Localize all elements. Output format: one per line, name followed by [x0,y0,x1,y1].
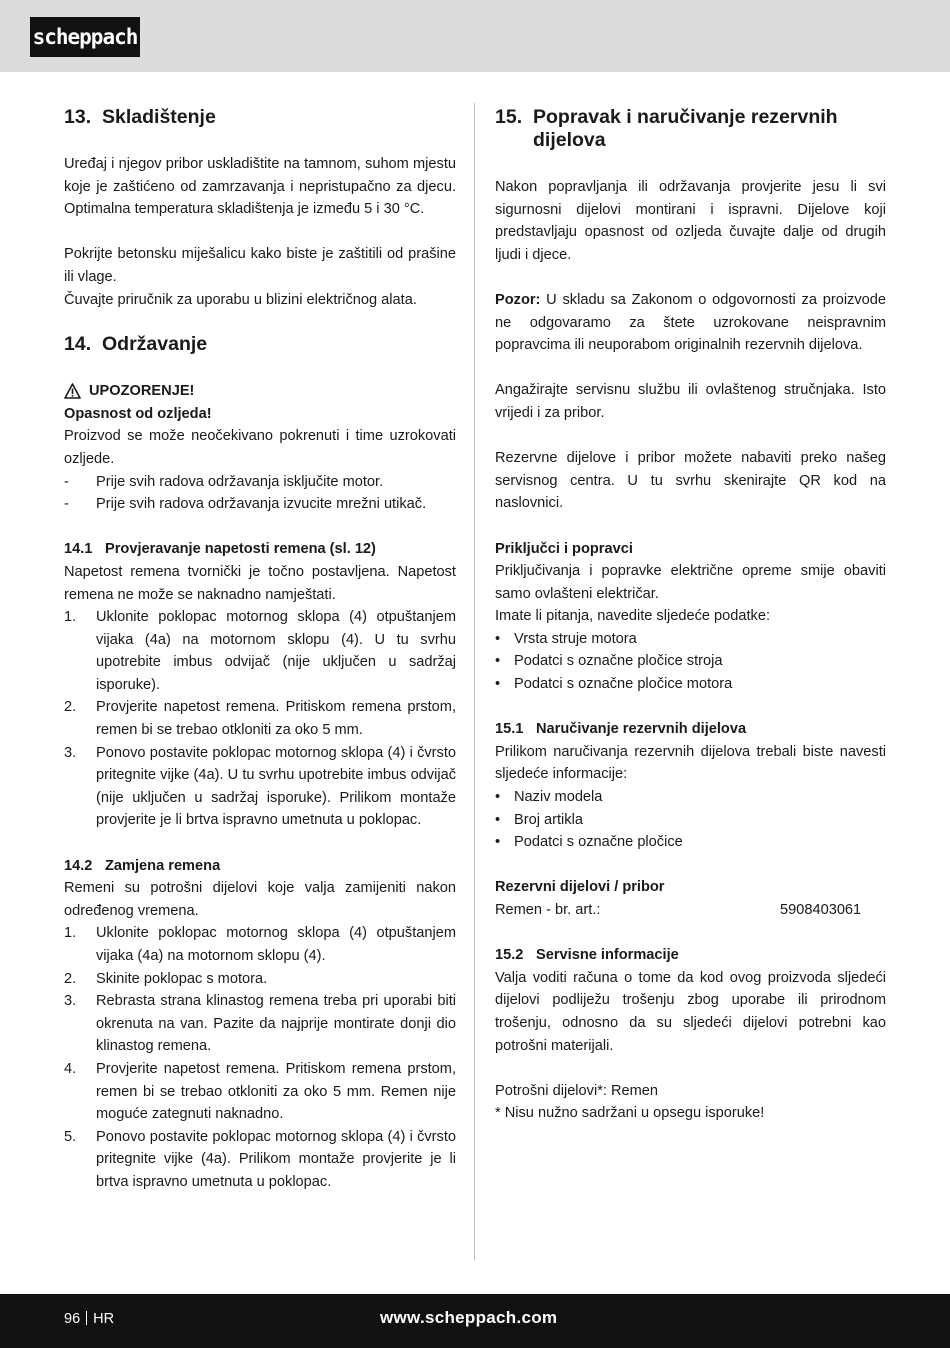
belt-replace-steps [64,922,456,1193]
section-13-title: Skladištenje [102,106,216,128]
list-item: 1. Uklonite poklopac motornog sklopa (4) otpuštanjem vijaka (4a) na motornom sklopu (4). [64,925,456,964]
list-item: • Podatci s označne pločice motora [495,676,733,693]
caution-label: Pozor: [495,291,541,308]
section-14-title: Održavanje [102,333,208,356]
order-parts-bullets [495,786,886,854]
section-15-title: Popravak i naručivanje rezervnih dijelova [533,106,838,151]
list-item: - Prije svih radova održavanja izvucite mrežni utikač. [64,496,427,513]
list-item: • Naziv modela [495,789,603,806]
danger-label: Opasnost od ozljeda! [64,405,212,422]
wear-parts-note: * Nisu nužno sadržani u opsegu isporuke! [495,1105,765,1122]
maintenance-description: Proizvod se može neočekivano pokrenuti i time uzrokovati ozljede. [64,428,456,467]
footer-bar [0,1294,950,1348]
section-14-1-number: 14.1 [64,541,93,558]
warning-label: UPOZORENJE! [89,383,195,400]
belt-tension-intro: Napetost remena tvornički je točno postavljena. Napetost remena ne može se naknadno namještati. [64,563,456,603]
page-indicator [64,1311,114,1327]
list-item: • Podatci s označne pločice [495,834,683,851]
order-parts-intro: Prilikom naručivanja rezervnih dijelova trebali biste navesti sljedeće informacije: [495,743,886,783]
list-item: • Broj artikla [495,811,583,828]
connections-bullets [495,628,886,696]
storage-paragraph-3: Čuvajte priručnik za uporabu u blizini električnog alata. [64,291,417,308]
caution-text: U skladu sa Zakonom o odgovornosti za proizvode ne odgovaramo za štete uzrokovane neispravnim popravcima ili neuporabom originalnih rezervnih dijelova. [495,291,886,354]
section-14-1-title: Provjeravanje napetosti remena (sl. 12) [105,541,376,558]
storage-paragraph-2: Pokrijte betonsku miješalicu kako biste je zaštitili od prašine ili vlage. [64,246,456,285]
repair-paragraph-4: Rezervne dijelove i pribor možete nabaviti preko našeg servisnog centra. U tu svrhu skenirajte QR kod na naslovnici. [495,450,886,512]
section-15-number: 15. [495,106,523,128]
list-item: 4. Provjerite napetost remena. Pritiskom remena prstom, remen bi se trebao otkloniti za oko 5 mm. Remen nije moguće zategnuti naknadno. [64,1060,456,1123]
section-14-2-title: Zamjena remena [105,857,221,874]
section-14-1-heading [64,538,456,561]
spare-parts-title: Rezervni dijelovi / pribor [495,879,665,896]
section-14-heading [64,333,456,356]
section-15-2-title: Servisne informacije [536,947,679,964]
header-bar [0,0,950,72]
belt-replace-intro: Remeni su potrošni dijelovi koje valja zamijeniti nakon određenog vremena. [64,880,456,919]
list-item: 1. Uklonite poklopac motornog sklopa (4) otpuštanjem vijaka (4a) na motornom sklopu (4). U tu svrhu upotrebite imbus odvijač (nije uključen u sadržaj isporuke). [64,609,456,693]
left-column [64,106,456,1194]
page-number: 96 [64,1311,81,1327]
brand-logo: scheppach [30,17,140,57]
section-15-heading [495,106,886,152]
list-item: 2. Skinite poklopac s motora. [64,970,268,987]
footer-separator [86,1311,87,1325]
list-item: • Vrsta struje motora [495,630,637,647]
maintenance-dash-list [64,471,456,516]
section-14-number: 14. [64,333,92,356]
warning-triangle-icon [64,383,81,399]
list-item: 3. Rebrasta strana klinastog remena treba pri uporabi biti okrenuta na van. Pazite da najprije montirate donji dio klinastog remena. [64,993,456,1055]
spare-part-number: 5908403061 [780,902,862,918]
section-15-2-number: 15.2 [495,947,524,964]
column-divider [474,103,475,1260]
warning-line [64,380,456,403]
list-item: 5. Ponovo postavite poklopac motornog sklopa (4) i čvrsto pritegnite vijke (4a). Prilikom montaže provjerite je li brtva ispravno umetnuta u poklopac. [64,1128,456,1190]
section-14-2-number: 14.2 [64,857,93,874]
list-item: • Podatci s označne pločice stroja [495,653,723,670]
section-15-2-heading [495,944,886,967]
website-link[interactable]: www.scheppach.com [380,1308,558,1327]
spare-part-row [495,899,886,922]
section-15-1-title: Naručivanje rezervnih dijelova [536,721,747,738]
service-info-text: Valja voditi računa o tome da kod ovog proizvoda sljedeći dijelovi podliježu trošenju zbog uporabe ili prirodnom trošenju, odnosno da su sljedeći dijelovi potrebni kao potrošni materijali. [495,969,886,1054]
section-15-1-heading [495,718,886,741]
belt-tension-steps [64,606,456,832]
repair-paragraph-3: Angažirajte servisnu službu ili ovlaštenog stručnjaka. Isto vrijedi i za pribor. [495,382,886,421]
repair-paragraph-1: Nakon popravljanja ili održavanja provjerite jesu li svi sigurnosni dijelovi montirani i ispravni. Dijelove koji predstavljaju opasnost od ozljeda čuvajte dalje od drugih ljudi i djece. [495,179,886,263]
section-14-2-heading [64,855,456,878]
section-13-number: 13. [64,106,92,128]
repair-paragraph-2 [495,289,886,357]
connections-question: Imate li pitanja, navedite sljedeće podatke: [495,608,771,625]
spare-part-label: Remen - br. art.: [495,902,601,918]
right-column [495,106,886,1125]
list-item: - Prije svih radova održavanja isključite motor. [64,473,384,490]
wear-parts-line: Potrošni dijelovi*: Remen [495,1082,659,1099]
connections-text: Priključivanja i popravke električne opreme smije obaviti samo ovlašteni električar. [495,563,886,602]
storage-paragraph-1: Uređaj i njegov pribor uskladištite na tamnom, suhom mjestu koje je zaštićeno od zamrzavanja i nepristupačno za djecu. Optimalna temperatura skladištenja je između 5 i 30 °C. [64,156,456,218]
connections-title: Priključci i popravci [495,540,633,557]
list-item: 2. Provjerite napetost remena. Pritiskom remena prstom, remen bi se trebao otkloniti za oko 5 mm. [64,699,456,739]
language-code: HR [93,1311,115,1327]
section-13-heading [64,106,456,129]
section-15-1-number: 15.1 [495,721,524,738]
list-item: 3. Ponovo postavite poklopac motornog sklopa (4) i čvrsto pritegnite vijke (4a). U tu svrhu upotrebite imbus odvijač (nije uključen u sadržaj isporuke). Prilikom montaže provjerite je li brtva ispravno umetnuta u poklopac. [64,744,456,829]
